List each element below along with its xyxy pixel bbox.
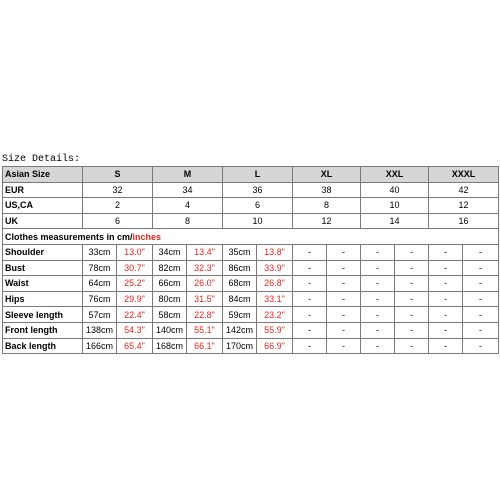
measurement-inch-cell: - <box>327 322 361 338</box>
measurement-inch-cell: 55.1" <box>187 322 223 338</box>
measurement-inch-cell: - <box>395 322 429 338</box>
measurement-inch-cell: 29.9" <box>117 291 153 307</box>
conversion-row <box>3 182 499 198</box>
measurement-cm-cell: 170cm <box>223 338 257 354</box>
conversion-row-label: US,CA <box>3 198 83 214</box>
measurement-cm-cell: 64cm <box>83 276 117 292</box>
conversion-value: 10 <box>361 198 429 214</box>
size-header-cell: M <box>153 167 223 183</box>
conversion-value: 14 <box>361 213 429 229</box>
size-chart-table <box>2 166 499 354</box>
measurement-cm-cell: - <box>293 338 327 354</box>
measurement-inch-cell: - <box>395 260 429 276</box>
measurement-inch-cell: 55.9" <box>257 322 293 338</box>
measurement-inch-cell: - <box>463 260 499 276</box>
measurement-inch-cell: - <box>327 291 361 307</box>
measurement-inch-cell: 13.0" <box>117 244 153 260</box>
measurement-inch-cell: - <box>327 338 361 354</box>
measurement-cm-cell: 138cm <box>83 322 117 338</box>
size-header-cell: XXXL <box>429 167 499 183</box>
measurement-cm-cell: - <box>361 322 395 338</box>
size-header-cell: S <box>83 167 153 183</box>
measurement-inch-cell: 66.9" <box>257 338 293 354</box>
measurement-cm-cell: 84cm <box>223 291 257 307</box>
measurement-inch-cell: 66.1" <box>187 338 223 354</box>
measurement-inch-cell: 22.8" <box>187 307 223 323</box>
measurement-inch-cell: 25.2" <box>117 276 153 292</box>
measurement-cm-cell: 35cm <box>223 244 257 260</box>
measurement-inch-cell: - <box>395 307 429 323</box>
conversion-value: 34 <box>153 182 223 198</box>
measurement-cm-cell: 166cm <box>83 338 117 354</box>
measurement-row-label: Bust <box>3 260 83 276</box>
measurement-row <box>3 291 499 307</box>
measurement-row-label: Front length <box>3 322 83 338</box>
size-header-cell: XL <box>293 167 361 183</box>
measurement-cm-cell: - <box>429 291 463 307</box>
measurement-cm-cell: 168cm <box>153 338 187 354</box>
measurement-inch-cell: 26.8" <box>257 276 293 292</box>
measurement-cm-cell: 68cm <box>223 276 257 292</box>
size-conversion-rows <box>3 182 499 229</box>
conversion-value: 10 <box>223 213 293 229</box>
conversion-value: 2 <box>83 198 153 214</box>
conversion-value: 12 <box>293 213 361 229</box>
measurement-row <box>3 322 499 338</box>
measurements-section-row <box>3 229 499 245</box>
measurement-cm-cell: - <box>361 276 395 292</box>
measurement-inch-cell: 31.5" <box>187 291 223 307</box>
measurement-cm-cell: - <box>361 260 395 276</box>
conversion-value: 6 <box>83 213 153 229</box>
conversion-row-label: EUR <box>3 182 83 198</box>
measurement-inch-cell: - <box>327 244 361 260</box>
conversion-row <box>3 198 499 214</box>
conversion-value: 32 <box>83 182 153 198</box>
measurement-inch-cell: 33.9" <box>257 260 293 276</box>
conversion-value: 4 <box>153 198 223 214</box>
measurement-inch-cell: - <box>463 322 499 338</box>
measurement-inch-cell: 22.4" <box>117 307 153 323</box>
measurement-row-label: Shoulder <box>3 244 83 260</box>
conversion-value: 8 <box>293 198 361 214</box>
measurement-cm-cell: - <box>361 307 395 323</box>
measurement-cm-cell: - <box>429 244 463 260</box>
measurement-rows <box>3 244 499 353</box>
measurement-cm-cell: 80cm <box>153 291 187 307</box>
measurement-cm-cell: 140cm <box>153 322 187 338</box>
measurement-inch-cell: - <box>327 260 361 276</box>
measurement-inch-cell: 30.7" <box>117 260 153 276</box>
measurement-row-label: Sleeve length <box>3 307 83 323</box>
measurements-section-accent: inches <box>132 231 162 242</box>
conversion-value: 36 <box>223 182 293 198</box>
conversion-row <box>3 213 499 229</box>
measurement-inch-cell: 13.4" <box>187 244 223 260</box>
measurement-cm-cell: - <box>361 338 395 354</box>
measurement-cm-cell: 59cm <box>223 307 257 323</box>
measurement-cm-cell: 58cm <box>153 307 187 323</box>
measurement-inch-cell: 54.3" <box>117 322 153 338</box>
measurement-row <box>3 338 499 354</box>
measurement-inch-cell: - <box>463 244 499 260</box>
measurement-cm-cell: - <box>429 322 463 338</box>
measurement-cm-cell: 57cm <box>83 307 117 323</box>
measurement-cm-cell: - <box>293 276 327 292</box>
measurement-inch-cell: - <box>327 276 361 292</box>
measurement-cm-cell: - <box>361 244 395 260</box>
conversion-value: 16 <box>429 213 499 229</box>
measurement-cm-cell: 34cm <box>153 244 187 260</box>
measurement-inch-cell: 13.8" <box>257 244 293 260</box>
measurement-inch-cell: 32.3" <box>187 260 223 276</box>
size-header-cell: XXL <box>361 167 429 183</box>
size-header-cell: L <box>223 167 293 183</box>
measurement-cm-cell: 78cm <box>83 260 117 276</box>
measurement-inch-cell: 23.2" <box>257 307 293 323</box>
measurement-cm-cell: - <box>429 338 463 354</box>
conversion-value: 40 <box>361 182 429 198</box>
measurement-cm-cell: 86cm <box>223 260 257 276</box>
measurement-inch-cell: 26.0" <box>187 276 223 292</box>
measurement-cm-cell: - <box>293 322 327 338</box>
size-header-row <box>3 167 499 183</box>
measurement-row-label: Back length <box>3 338 83 354</box>
measurement-inch-cell: - <box>395 291 429 307</box>
measurement-inch-cell: - <box>463 291 499 307</box>
measurement-cm-cell: - <box>429 276 463 292</box>
measurement-inch-cell: - <box>395 276 429 292</box>
measurement-cm-cell: - <box>293 291 327 307</box>
measurement-cm-cell: 142cm <box>223 322 257 338</box>
measurement-row <box>3 276 499 292</box>
measurement-inch-cell: - <box>327 307 361 323</box>
measurement-inch-cell: - <box>463 276 499 292</box>
measurement-cm-cell: - <box>293 260 327 276</box>
conversion-row-label: UK <box>3 213 83 229</box>
conversion-value: 42 <box>429 182 499 198</box>
measurement-row <box>3 307 499 323</box>
conversion-value: 38 <box>293 182 361 198</box>
measurement-cm-cell: - <box>429 260 463 276</box>
measurement-inch-cell: - <box>395 338 429 354</box>
measurement-cm-cell: 33cm <box>83 244 117 260</box>
conversion-value: 8 <box>153 213 223 229</box>
asian-size-label: Asian Size <box>3 167 83 183</box>
measurement-cm-cell: - <box>293 244 327 260</box>
measurement-cm-cell: - <box>429 307 463 323</box>
measurement-inch-cell: 65.4" <box>117 338 153 354</box>
measurement-inch-cell: - <box>395 244 429 260</box>
measurements-section-label <box>3 229 499 245</box>
measurement-row-label: Hips <box>3 291 83 307</box>
size-details-heading: Size Details: <box>2 154 81 165</box>
measurement-cm-cell: - <box>361 291 395 307</box>
measurement-row <box>3 244 499 260</box>
measurement-row <box>3 260 499 276</box>
measurement-cm-cell: 66cm <box>153 276 187 292</box>
measurement-inch-cell: - <box>463 338 499 354</box>
measurement-cm-cell: - <box>293 307 327 323</box>
conversion-value: 12 <box>429 198 499 214</box>
conversion-value: 6 <box>223 198 293 214</box>
measurement-cm-cell: 82cm <box>153 260 187 276</box>
measurements-section-prefix: Clothes measurements in cm/ <box>5 231 133 242</box>
measurement-cm-cell: 76cm <box>83 291 117 307</box>
measurement-row-label: Waist <box>3 276 83 292</box>
measurement-inch-cell: 33.1" <box>257 291 293 307</box>
measurement-inch-cell: - <box>463 307 499 323</box>
